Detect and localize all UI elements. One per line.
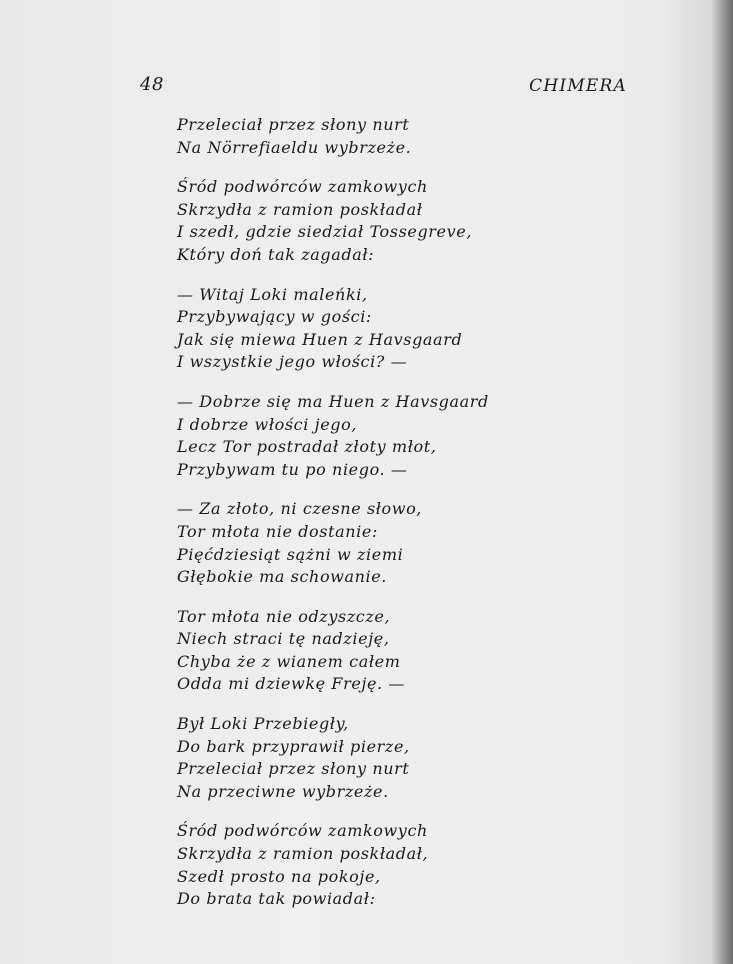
poem-line: — Dobrze się ma Huen z Havsgaard bbox=[177, 391, 489, 411]
poem-line: Odda mi dziewkę Freję. — bbox=[177, 674, 406, 694]
poem-line: Był Loki Przebiegły, bbox=[177, 714, 349, 734]
poem-line: Na przeciwne wybrzeże. bbox=[177, 781, 389, 801]
poem-line: Na Nörrefiaeldu wybrzeże. bbox=[177, 137, 412, 157]
poem-line: Do brata tak powiadał: bbox=[177, 889, 376, 909]
poem-line: Tor młota nie odzyszcze, bbox=[177, 606, 391, 626]
poem-line: Przeleciał przez słony nurt bbox=[177, 115, 410, 134]
poem-line: Przybywający w gości: bbox=[177, 307, 372, 327]
poem-line: — Za złoto, ni czesne słowo, bbox=[177, 499, 422, 519]
poem-line: Skrzydła z ramion poskładał bbox=[177, 199, 423, 219]
poem-line: Jak się miewa Huen z Havsgaard bbox=[177, 329, 463, 349]
poem-line: Przeleciał przez słony nurt bbox=[177, 759, 410, 779]
poem-line: Chyba że z wianem całem bbox=[177, 651, 401, 671]
stanza bbox=[177, 284, 537, 374]
stanza bbox=[177, 713, 537, 803]
poem-line: Pięćdziesiąt sążni w ziemi bbox=[177, 544, 404, 564]
stanza bbox=[177, 498, 537, 588]
poem-line: Do bark przyprawił pierze, bbox=[177, 736, 410, 756]
poem-line: Szedł prosto na pokoje, bbox=[177, 866, 381, 886]
poem-line: I szedł, gdzie siedział Tossegreve, bbox=[177, 222, 473, 242]
running-title: CHIMERA bbox=[529, 76, 627, 96]
stanza bbox=[177, 820, 537, 910]
poem-line: Który doń tak zagadał: bbox=[177, 244, 375, 264]
stanza bbox=[177, 176, 537, 266]
stanza bbox=[177, 114, 537, 159]
poem-line: Śród podwórców zamkowych bbox=[177, 821, 428, 841]
poem-line: Przybywam tu po niego. — bbox=[177, 459, 408, 479]
stanza bbox=[177, 391, 537, 481]
poem-line: Śród podwórców zamkowych bbox=[177, 177, 428, 197]
poem-line: I wszystkie jego włości? — bbox=[177, 352, 408, 372]
poem-line: Niech straci tę nadzieję, bbox=[177, 629, 390, 649]
poem-line: Lecz Tor postradał złoty młot, bbox=[177, 437, 437, 457]
stanza bbox=[177, 606, 537, 696]
poem-line: — Witaj Loki maleńki, bbox=[177, 284, 368, 304]
poem-line: Tor młota nie dostanie: bbox=[177, 521, 378, 541]
poem-line: I dobrze włości jego, bbox=[177, 414, 358, 434]
poem bbox=[177, 114, 537, 928]
page-number: 48 bbox=[140, 74, 164, 95]
poem-line: Skrzydła z ramion poskładał, bbox=[177, 844, 429, 864]
poem-line: Głębokie ma schowanie. bbox=[177, 567, 387, 587]
